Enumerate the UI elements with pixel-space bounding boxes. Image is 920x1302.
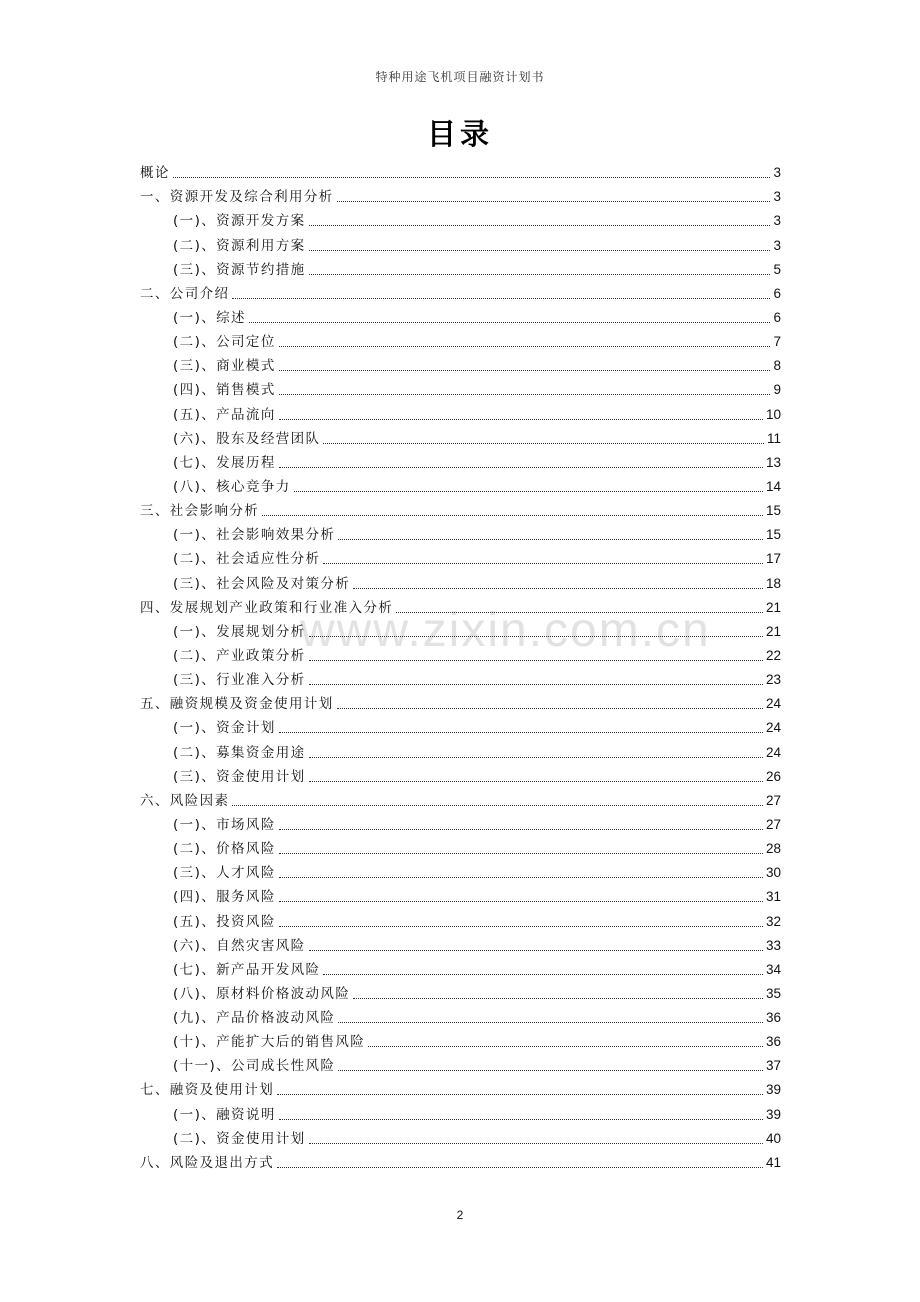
- dot-leader: [309, 756, 763, 758]
- toc-entry-label: (一)、发展规划分析: [173, 623, 306, 640]
- dot-leader: [279, 852, 763, 854]
- toc-entry-subsection[interactable]: [140, 1053, 781, 1077]
- toc-entry-page: 7: [773, 334, 781, 350]
- dot-leader: [353, 997, 763, 999]
- toc-entry-label: (一)、综述: [173, 309, 246, 326]
- dot-leader: [309, 273, 771, 275]
- toc-entry-page: 11: [766, 430, 781, 446]
- toc-entry-page: 27: [765, 792, 781, 808]
- toc-entry-page: 10: [765, 406, 781, 422]
- toc-entry-subsection[interactable]: [140, 860, 781, 884]
- toc-entry-page: 24: [765, 720, 781, 736]
- toc-entry-subsection[interactable]: [140, 570, 781, 594]
- toc-entry-page: 30: [765, 865, 781, 881]
- toc-entry-label: (七)、发展历程: [173, 454, 276, 471]
- toc-entry-label: 一、资源开发及综合利用分析: [140, 189, 334, 206]
- toc-entry-page: 34: [765, 961, 781, 977]
- toc-entry-subsection[interactable]: [140, 764, 781, 788]
- toc-entry-label: 四、发展规划产业政策和行业准入分析: [140, 599, 394, 616]
- toc-entry-section[interactable]: [140, 498, 781, 522]
- dot-leader: [232, 297, 770, 299]
- toc-entry-label: (二)、公司定位: [173, 334, 276, 351]
- toc-entry-page: 41: [765, 1154, 781, 1170]
- dot-leader: [337, 200, 771, 202]
- toc-entry-label: (五)、投资风险: [173, 913, 276, 930]
- dot-leader: [294, 490, 763, 492]
- dot-leader: [309, 659, 763, 661]
- toc-entry-section[interactable]: [140, 184, 781, 208]
- toc-entry-page: 27: [765, 816, 781, 832]
- toc-entry-page: 3: [773, 213, 781, 229]
- toc-entry-label: (八)、原材料价格波动风险: [173, 985, 351, 1002]
- toc-entry-page: 3: [773, 165, 781, 181]
- toc-entry-page: 21: [765, 623, 781, 639]
- dot-leader: [353, 587, 763, 589]
- toc-entry-subsection[interactable]: [140, 546, 781, 570]
- toc-entry-label: (三)、社会风险及对策分析: [173, 575, 351, 592]
- toc-entry-subsection[interactable]: [140, 353, 781, 377]
- toc-entry-label: (八)、核心竞争力: [173, 478, 291, 495]
- toc-entry-page: 32: [765, 913, 781, 929]
- toc-entry-label: (三)、行业准入分析: [173, 672, 306, 689]
- toc-entry-page: 35: [765, 985, 781, 1001]
- dot-leader: [279, 900, 763, 902]
- toc-entry-section[interactable]: [140, 595, 781, 619]
- toc-entry-subsection[interactable]: [140, 257, 781, 281]
- dot-leader: [323, 442, 764, 444]
- toc-entry-label: (九)、产品价格波动风险: [173, 1010, 336, 1027]
- dot-leader: [338, 538, 763, 540]
- dot-leader: [232, 804, 763, 806]
- toc-entry-label: 概论: [140, 165, 170, 182]
- toc-entry-subsection[interactable]: [140, 450, 781, 474]
- toc-entry-page: 24: [765, 744, 781, 760]
- toc-entry-section[interactable]: [140, 1077, 781, 1101]
- toc-entry-section[interactable]: [140, 1150, 781, 1174]
- toc-entry-section[interactable]: [140, 788, 781, 812]
- toc-entry-page: 21: [765, 599, 781, 615]
- table-of-contents: [140, 160, 781, 1174]
- toc-entry-subsection[interactable]: [140, 1101, 781, 1125]
- toc-entry-page: 23: [765, 672, 781, 688]
- toc-entry-page: 13: [765, 454, 781, 470]
- toc-entry-label: (四)、服务风险: [173, 889, 276, 906]
- dot-leader: [277, 1093, 763, 1095]
- toc-entry-page: 9: [773, 382, 781, 398]
- dot-leader: [323, 973, 763, 975]
- toc-entry-subsection[interactable]: [140, 933, 781, 957]
- toc-entry-page: 40: [765, 1130, 781, 1146]
- toc-entry-subsection[interactable]: [140, 619, 781, 643]
- toc-entry-page: 28: [765, 841, 781, 857]
- toc-entry-page: 26: [765, 768, 781, 784]
- toc-entry-label: 七、融资及使用计划: [140, 1082, 275, 1099]
- toc-entry-page: 15: [765, 503, 781, 519]
- toc-entry-page: 36: [765, 1010, 781, 1026]
- dot-leader: [262, 514, 763, 516]
- toc-entry-page: 39: [765, 1106, 781, 1122]
- toc-entry-label: 八、风险及退出方式: [140, 1154, 275, 1171]
- dot-leader: [309, 780, 763, 782]
- toc-entry-label: (四)、销售模式: [173, 382, 276, 399]
- dot-leader: [309, 224, 771, 226]
- toc-entry-subsection[interactable]: [140, 377, 781, 401]
- dot-leader: [309, 249, 771, 251]
- toc-entry-page: 36: [765, 1034, 781, 1050]
- toc-entry-label: 六、风险因素: [140, 792, 230, 809]
- toc-entry-subsection[interactable]: [140, 957, 781, 981]
- toc-entry-label: (六)、股东及经营团队: [173, 430, 321, 447]
- toc-entry-label: 二、公司介绍: [140, 285, 230, 302]
- toc-entry-subsection[interactable]: [140, 643, 781, 667]
- toc-entry-page: 18: [765, 575, 781, 591]
- toc-entry-label: (一)、社会影响效果分析: [173, 527, 336, 544]
- toc-entry-label: (三)、人才风险: [173, 865, 276, 882]
- toc-entry-page: 37: [765, 1058, 781, 1074]
- dot-leader: [396, 611, 763, 613]
- toc-entry-label: (一)、资源开发方案: [173, 213, 306, 230]
- toc-entry-page: 15: [765, 527, 781, 543]
- toc-entry-page: 8: [773, 358, 781, 374]
- toc-entry-page: 31: [765, 889, 781, 905]
- toc-entry-label: 三、社会影响分析: [140, 503, 260, 520]
- dot-leader: [279, 1118, 763, 1120]
- dot-leader: [279, 731, 763, 733]
- toc-entry-page: 3: [773, 237, 781, 253]
- toc-entry-subsection[interactable]: [140, 1005, 781, 1029]
- toc-entry-subsection[interactable]: [140, 739, 781, 763]
- toc-entry-page: 39: [765, 1082, 781, 1098]
- toc-entry-page: 3: [773, 189, 781, 205]
- toc-entry-page: 33: [765, 937, 781, 953]
- dot-leader: [279, 418, 763, 420]
- toc-entry-subsection[interactable]: [140, 812, 781, 836]
- page-number: 2: [456, 1208, 464, 1222]
- dot-leader: [309, 635, 763, 637]
- dot-leader: [279, 876, 763, 878]
- toc-entry-subsection[interactable]: [140, 836, 781, 860]
- toc-entry-subsection[interactable]: [140, 426, 781, 450]
- toc-entry-subsection[interactable]: [140, 522, 781, 546]
- toc-entry-page: 6: [773, 285, 781, 301]
- toc-entry-page: 14: [765, 478, 781, 494]
- toc-entry-page: 6: [773, 309, 781, 325]
- toc-entry-subsection[interactable]: [140, 474, 781, 498]
- dot-leader: [338, 1069, 763, 1071]
- dot-leader: [323, 562, 763, 564]
- dot-leader: [173, 176, 771, 178]
- toc-entry-page: 22: [765, 647, 781, 663]
- toc-entry-label: 五、融资规模及资金使用计划: [140, 696, 334, 713]
- toc-entry-subsection[interactable]: [140, 981, 781, 1005]
- toc-entry-label: (五)、产品流向: [173, 406, 276, 423]
- toc-entry-subsection[interactable]: [140, 232, 781, 256]
- toc-entry-page: 24: [765, 696, 781, 712]
- dot-leader: [337, 707, 763, 709]
- toc-entry-label: (十)、产能扩大后的销售风险: [173, 1034, 366, 1051]
- toc-entry-label: (三)、商业模式: [173, 358, 276, 375]
- dot-leader: [309, 1142, 763, 1144]
- dot-leader: [338, 1021, 763, 1023]
- toc-entry-label: (二)、价格风险: [173, 841, 276, 858]
- toc-entry-subsection[interactable]: [140, 401, 781, 425]
- dot-leader: [277, 1166, 763, 1168]
- toc-entry-label: (六)、自然灾害风险: [173, 937, 306, 954]
- toc-entry-subsection[interactable]: [140, 715, 781, 739]
- toc-entry-label: (二)、社会适应性分析: [173, 551, 321, 568]
- toc-entry-label: (七)、新产品开发风险: [173, 961, 321, 978]
- toc-entry-subsection[interactable]: [140, 329, 781, 353]
- toc-entry-page: 17: [765, 551, 781, 567]
- watermark: www.zixin.com.cn: [300, 604, 711, 657]
- toc-entry-label: (一)、资金计划: [173, 720, 276, 737]
- toc-entry-subsection[interactable]: [140, 208, 781, 232]
- toc-entry-page: 5: [773, 261, 781, 277]
- dot-leader: [279, 466, 763, 468]
- toc-entry-label: (二)、资源利用方案: [173, 237, 306, 254]
- toc-entry-label: (二)、募集资金用途: [173, 744, 306, 761]
- toc-entry-section[interactable]: [140, 160, 781, 184]
- toc-entry-label: (二)、资金使用计划: [173, 1130, 306, 1147]
- page-title: 目录: [426, 117, 493, 151]
- dot-leader: [279, 925, 763, 927]
- toc-entry-label: (一)、市场风险: [173, 816, 276, 833]
- toc-entry-label: (十一)、公司成长性风险: [173, 1058, 336, 1075]
- dot-leader: [279, 369, 771, 371]
- dot-leader: [309, 949, 763, 951]
- dot-leader: [279, 393, 771, 395]
- dot-leader: [279, 345, 771, 347]
- running-header: 特种用途飞机项目融资计划书: [375, 70, 545, 84]
- toc-entry-label: (二)、产业政策分析: [173, 647, 306, 664]
- toc-entry-subsection[interactable]: [140, 305, 781, 329]
- toc-entry-label: (一)、融资说明: [173, 1106, 276, 1123]
- dot-leader: [279, 828, 763, 830]
- toc-entry-subsection[interactable]: [140, 1126, 781, 1150]
- toc-entry-label: (三)、资源节约措施: [173, 261, 306, 278]
- toc-entry-section[interactable]: [140, 281, 781, 305]
- toc-entry-subsection[interactable]: [140, 667, 781, 691]
- dot-leader: [249, 321, 771, 323]
- dot-leader: [368, 1045, 763, 1047]
- toc-entry-subsection[interactable]: [140, 884, 781, 908]
- toc-entry-subsection[interactable]: [140, 1029, 781, 1053]
- dot-leader: [309, 683, 763, 685]
- toc-entry-label: (三)、资金使用计划: [173, 768, 306, 785]
- toc-entry-subsection[interactable]: [140, 908, 781, 932]
- toc-entry-section[interactable]: [140, 691, 781, 715]
